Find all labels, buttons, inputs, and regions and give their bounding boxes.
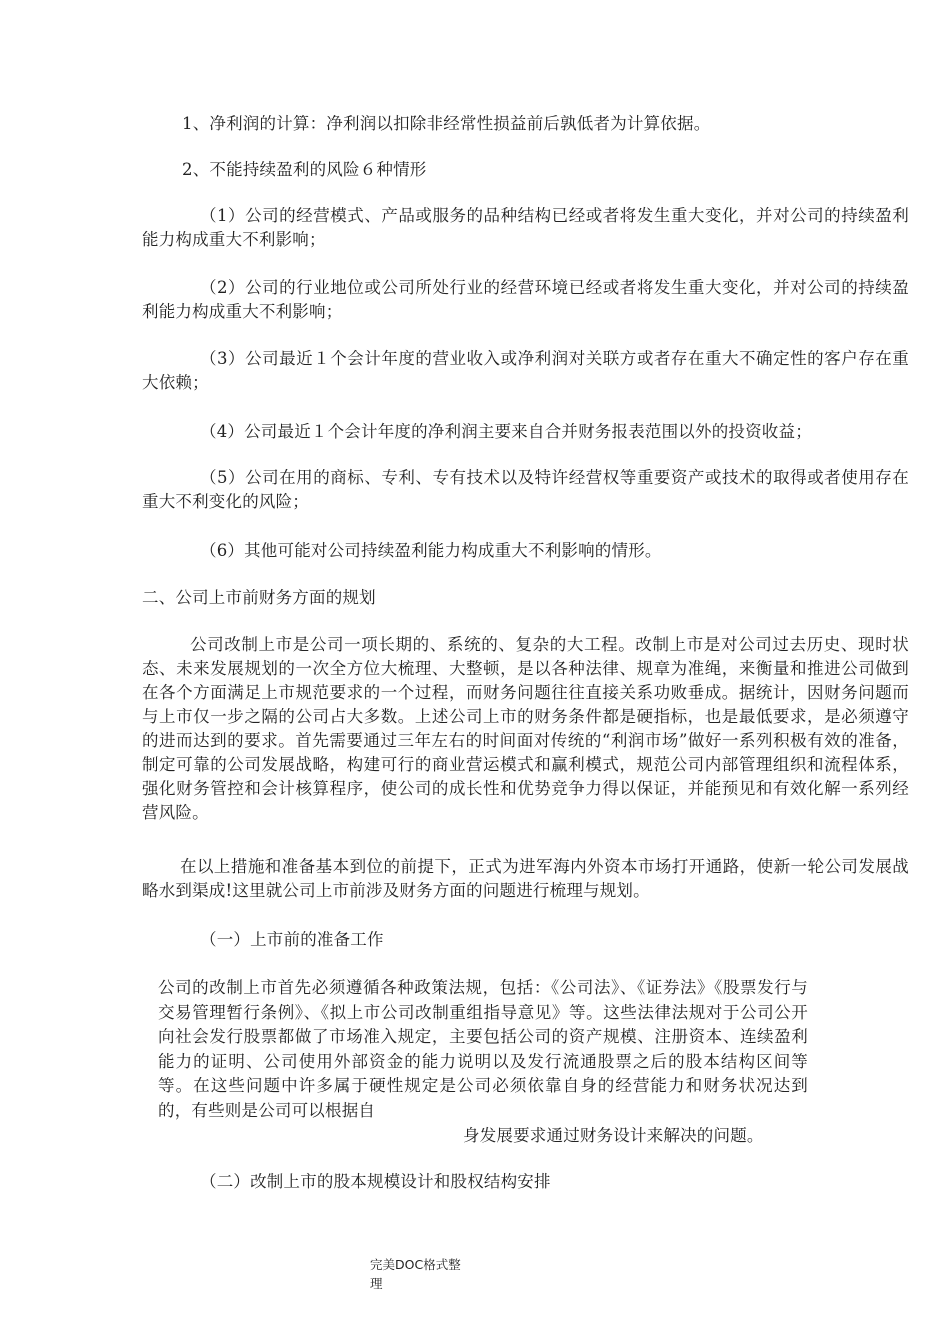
section-heading-2: 二、公司上市前财务方面的规划 bbox=[142, 588, 376, 607]
footer-text-line-1: 完美DOC格式整 bbox=[370, 1257, 461, 1272]
risk-item-2: （2）公司的行业地位或公司所处行业的经营环境已经或者将发生重大变化，并对公司的持续盈利能力构成重大不利影响； bbox=[142, 278, 909, 321]
risk-item-5: （5）公司在用的商标、专利、专有技术以及特许经营权等重要资产或技术的取得或者使用存在重大不利变化的风险； bbox=[142, 468, 909, 511]
footer-text-line-2: 理 bbox=[370, 1276, 383, 1291]
net-profit-item: 1、净利润的计算：净利润以扣除非经常性损益前后孰低者为计算依据。 bbox=[182, 114, 711, 133]
subsection-heading-equity: （二）改制上市的股本规模设计和股权结构安排 bbox=[200, 1172, 551, 1191]
section-2-paragraph-2: 在以上措施和准备基本到位的前提下，正式为进军海内外资本市场打开通路，使新一轮公司发展战略水到渠成!这里就公司上市前涉及财务方面的问题进行梳理与规划。 bbox=[142, 857, 909, 900]
risk-heading: 2、不能持续盈利的风险６种情形 bbox=[182, 160, 427, 179]
prep-paragraph-last-line: 身发展要求通过财务设计来解决的问题。 bbox=[463, 1126, 764, 1145]
risk-item-6: （6）其他可能对公司持续盈利能力构成重大不利影响的情形。 bbox=[200, 541, 662, 560]
section-2-paragraph-1: 公司改制上市是公司一项长期的、系统的、复杂的大工程。改制上市是对公司过去历史、现时状态、未来发展规划的一次全方位大梳理、大整顿，是以各种法律、规章为准绳，来衡量和推进公司做到在各个方面满足上市规范要求的一个过程，而财务问题往往直接关系功败垂成。据统计，因财务问题而与上市仅一步之隔的公司占大多数。上述公司上市的财务条件都是硬指标，也是最低要求，是必须遵守的进而达到的要求。首先需要通过三年左右的时间面对传统的“利润市场”做好一系列积极有效的准备，制定可靠的公司发展战略，构建可行的商业营运模式和赢利模式，规范公司内部管理组织和流程体系，强化财务管控和会计核算程序，使公司的成长性和优势竞争力得以保证，并能预见和有效化解一系列经营风险。 bbox=[142, 635, 909, 822]
risk-item-4: （4）公司最近１个会计年度的净利润主要来自合并财务报表范围以外的投资收益； bbox=[200, 422, 812, 441]
risk-item-1: （1）公司的经营模式、产品或服务的品种结构已经或者将发生重大变化，并对公司的持续盈利能力构成重大不利影响； bbox=[142, 206, 909, 249]
prep-paragraph: 公司的改制上市首先必须遵循各种政策法规，包括：《公司法》、《证券法》《股票发行与交易管理暂行条例》、《拟上市公司改制重组指导意见》等。这些法律法规对于公司公开向社会发行股票都做了市场准入规定，主要包括公司的资产规模、注册资本、连续盈利能力的证明、公司使用外部资金的能力说明以及发行流通股票之后的股本结构区间等等。在这些问题中许多属于硬性规定是公司必须依靠自身的经营能力和财务状况达到的，有些则是公司可以根据自 bbox=[158, 978, 808, 1120]
risk-item-3: （3）公司最近１个会计年度的营业收入或净利润对关联方或者存在重大不确定性的客户存在重大依赖； bbox=[142, 349, 909, 392]
subsection-heading-prep: （一）上市前的准备工作 bbox=[200, 930, 384, 949]
